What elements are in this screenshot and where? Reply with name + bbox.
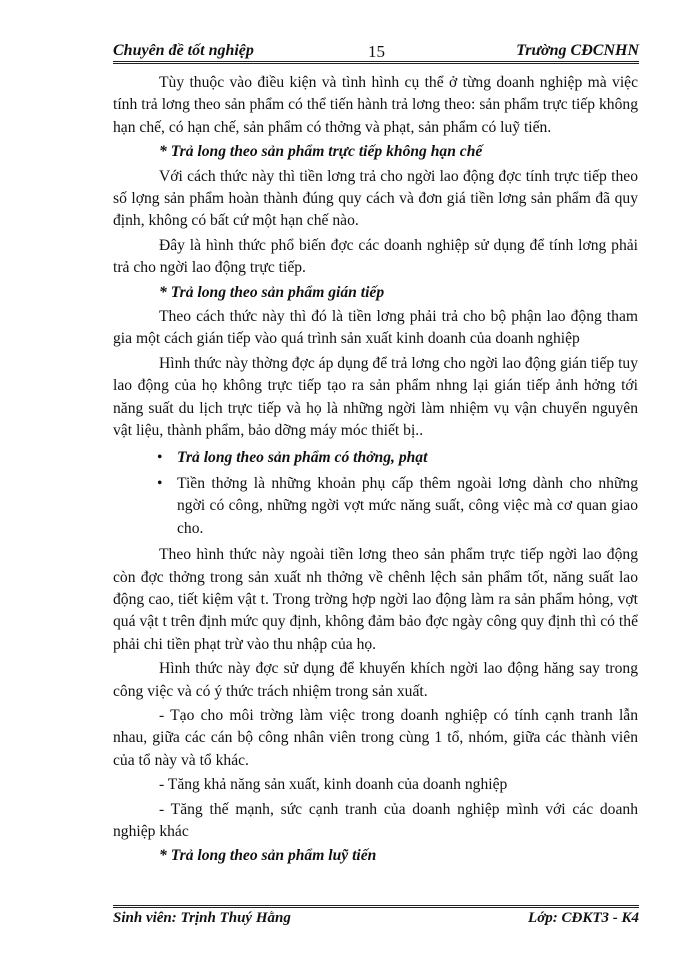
section-heading: * Trả long theo sản phẩm gián tiếp xyxy=(159,283,385,301)
footer-divider xyxy=(113,905,639,908)
bullet-item xyxy=(113,447,638,469)
footer-student: Sinh viên: Trịnh Thuý Hằng xyxy=(113,910,291,926)
header-school: Trường CĐCNHN xyxy=(516,42,639,59)
paragraph: Hình thức này đợc sử dụng để khuyến khích ngời lao động hăng say trong công việc và có ý thức trách nhiệm trong sản xuất. xyxy=(113,660,638,700)
page-number: 15 xyxy=(368,42,385,61)
bullet-item xyxy=(113,473,638,540)
paragraph: Hình thức này thờng đợc áp dụng để trả lơng cho ngời lao động gián tiếp tuy lao động của họ không trực tiếp tạo ra sản phẩm nhng lại gián tiếp ảnh hởng tới năng suất du lịch trực tiếp và họ là những ngời làm nhiệm vụ vận chuyển nguyên vật liệu, thành phẩm, bảo dỡng máy móc thiết bị.. xyxy=(113,354,638,440)
bullet-heading: Trả long theo sản phẩm có thởng, phạt xyxy=(177,448,428,466)
bullet-text: Tiền thởng là những khoản phụ cấp thêm ngoài lơng dành cho những ngời có công, những ngời vợt mức năng suất, công việc mà cơ quan giao cho. xyxy=(177,474,638,537)
section-heading: * Trả long theo sản phẩm luỹ tiến xyxy=(159,847,377,865)
dash-item: - Tạo cho môi trờng làm việc trong doanh nghiệp có tính cạnh tranh lẫn nhau, giữa các cán bộ công nhân viên trong cùng 1 tổ, nhóm, giữa các thành viên của tổ này và tổ khác. xyxy=(113,706,638,769)
paragraph: Tùy thuộc vào điều kiện và tình hình cụ thể ở từng doanh nghiệp mà việc tính trả lơng theo sản phẩm có thể tiến hành trả lơng theo: sản phẩm trực tiếp không hạn chế, có hạn chế, sản phẩm có thởng và phạt, sản phẩm có luỹ tiến. xyxy=(113,74,638,136)
header-divider xyxy=(113,61,639,64)
bullet-icon: • xyxy=(157,448,163,466)
dash-item: - Tăng khả năng sản xuất, kinh doanh của doanh nghiệp xyxy=(159,776,508,794)
header-title: Chuyên đề tốt nghiệp xyxy=(113,42,254,59)
paragraph: Theo cách thức này thì đó là tiền lơng phải trả cho bộ phận lao động tham gia một cách gián tiếp vào quá trình sản xuất kinh doanh của doanh nghiệp xyxy=(113,308,638,348)
bullet-icon: • xyxy=(157,474,163,492)
document-body xyxy=(113,72,638,870)
section-heading: * Trả long theo sản phẩm trực tiếp không hạn chế xyxy=(159,143,483,161)
page-footer xyxy=(113,910,639,932)
paragraph: Theo hình thức này ngoài tiền lơng theo sản phẩm trực tiếp ngời lao động còn đợc thởng trong sản xuất nh thởng về chênh lệch sản phẩm tốt, năng suất lao động cao, tiết kiệm vật t. Trong trờng hợp ngời lao động làm ra sản phẩm hỏng, vợt quá vật t trên định mức quy định, không đảm bảo đợc ngày công quy định thì có thể phải chi tiền phạt trừ vào thu nhập của họ. xyxy=(113,546,638,653)
footer-class: Lớp: CĐKT3 - K4 xyxy=(528,910,639,926)
dash-item: - Tăng thế mạnh, sức cạnh tranh của doanh nghiệp mình với các doanh nghiệp khác xyxy=(113,800,638,840)
paragraph: Đây là hình thức phổ biến đợc các doanh nghiệp sử dụng để tính lơng phải trả cho ngời lao động trực tiếp. xyxy=(113,236,638,277)
paragraph: Với cách thức này thì tiền lơng trả cho ngời lao động đợc tính trực tiếp theo số lợng sản phẩm hoàn thành đúng quy cách và đơn giá tiền lơng sản phẩm đã quy định, không có bất cứ một hạn chế nào. xyxy=(113,167,638,230)
